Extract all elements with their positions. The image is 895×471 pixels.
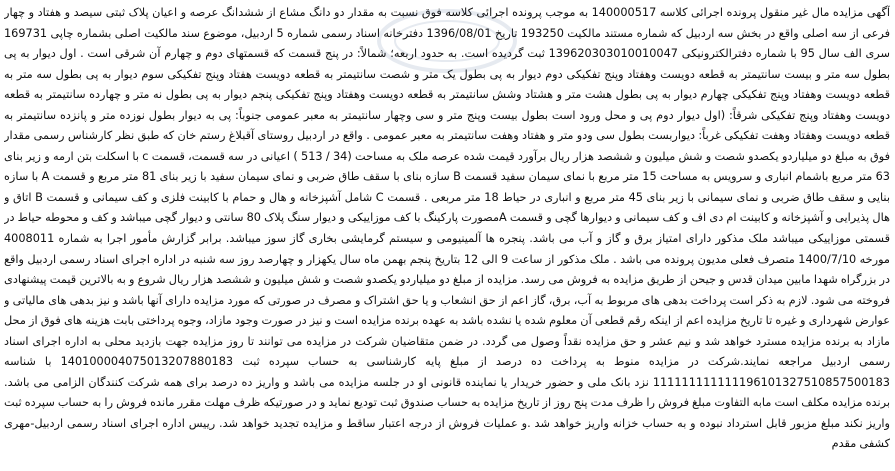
auction-notice-text: آگهی مزایده مال غیر منقول پرونده اجرائی کلاسه 140000517 به موجب پرونده اجرائی کلاسه فوق نسبت به مقدار دو دانگ مشاع از ششدانگ عرصه و اعیان پلاک ثبتی سیصد و هفتاد و چهار فرعی از سه اصلی واقع در بخش سه اردبیل که شماره مستند مالکیت 193250 تاریخ 1396/08/01 دفترخانه اسناد رسمی شماره 5 اردبیل، موضوع سند مالکیت اصلی بشماره چاپی 169731 سری الف سال 95 با شماره دفترالکترونیکی 139620303010010047 ثبت گردیده است. به حدود اربعه؛ شمالاً: در پنج قسمت که قسمتهای دوم و چهارم آن شرقی است . اول دیوار به پی بطول سه متر و بیست سانتیمتر به قطعه دویست وهفتاد وپنج تفکیکی دوم دیوار به پی بطول یک متر و شصت سانتیمتر به قطعه دویست هفتاد وپنج تفکیکی سوم دیوار به پی بطول سه متر به قطعه دویست وهفتاد وپنج تفکیکی چهارم دیوار به پی بطول هشت متر و هشتاد وشش سانتیمتر به قطعه دویست وهفتاد وپنج تفکیکی پنجم دیوار به پی بطول نه متر و چهارده سانتیمتر به قطعه دویست وهفتاد وپنج تفکیکی شرقاً: (اول دیوار دوم پی و محل ورود است بطول بیست وپنج متر و سی وچهار سانتیمتر به معبر عمومی جنوباً: پی به دیوار بطول نوزده متر و پانزده سانتیمتر به قطعه دویست وهفتاد وهفت تفکیکی غرباً: دیواربست بطول سی ودو متر و هفتاد وهفت سانتیمتر به معبر عمومی . واقع در اردبیل روستای آقبلاغ رستم خان که طبق نظر کارشناس رسمی مقدار فوق به مبلغ دو میلیاردو یکصدو شصت و شش میلیون و ششصد هزار ریال برآورد قیمت شده عرصه ملک به مساحت (34 / 513 ) اعیانی در سه قسمت، قسمت c با اسکلت بتن ارمه و زیر بنای 63 متر مربع باشمام انباری و سرویس به مساحت 15 متر مربع با نمای سیمان سفید قسمت B سازه بنای با سقف طاق ضربی و نمای سیمان سفید با زیر بنای 81 متر مربع و قسمت A با سازه بنایی و سقف طاق ضربی و نمای سیمانی با زیر بنای 45 متر مربع و انباری در حیاط 18 متر مربعی . قسمت C شامل آشپزخانه و هال و حمام با کابینت فلزی و کف سیمانی و قسمت B اتاق و هال پذیرایی و آشپزخانه و کابینت ام دی اف و کف سیمانی و دیوارها گچی و قسمت Aمصورت پارکینگ با کف موزاییکی و دیوار سنگ پلاک 80 سانتی و دیوار گچی میباشد و کف و محوطه حیاط در قسمتی موزاییکی میباشد ملک مذکور دارای امتیاز برق و گاز و آب می باشد. پنجره ها آلمینیومی و سیستم گرمایشی بخاری گاز سوز میباشد. برابر گزارش مأمور اجرا به شماره 4008011 مورخه 1400/7/10 متصرف فعلی مدیون پرونده می باشد . ملک مذکور از ساعت 9 الی 12 بتاریخ پنجم بهمن ماه سال یکهزار و چهارصد روز سه شنبه در اداره اجرای اسناد رسمی اردبیل واقع در بزرگراه شهدا مابین میدان قدس و جیحن از طریق مزایده به فروش می رسد. مزایده از مبلغ دو میلیاردو یکصدو شصت و شش میلیون و ششصد هزار ریال شروع و به بالاترین قیمت پیشنهادی فروخته می شود. لازم به ذکر است پرداخت بدهی های مربوط به آب، برق، گاز اعم از حق انشعاب و یا حق اشتراک و مصرف در صورتی که مورد مزایده دارای آنها باشد و نیز بدهی های مالیاتی و عوارض شهرداری و غیره تا تاریخ مزایده اعم از اینکه رقم قطعی آن معلوم شده یا نشده باشد به عهده برنده مزایده است و نیز در صورت وجود مازاد، وجوه پرداختی بابت هزینه های فوق از محل مازاد به برنده مزایده مسترد خواهد شد و نیم عشر و حق مزایده نقداً وصول می گردد. در ضمن متقاضیان شرکت در مزایده می توانند تا روز مزایده جهت بازدید محلی به اداره اجرای اسناد رسمی اردبیل مراجعه نمایند.شرکت در مزایده منوط به پرداخت ده درصد از مبلغ پایه کارشناسی به حساب سپرده ثبت 140100004075013207880183 با شناسه 111111111111196101327510857500183 نزد بانک ملی و حضور خریدار یا نماینده قانونی او در جلسه مزایده می باشد و واریز ده درصد برای همه شرکت کنندگان الزامی می باشد. برنده مزایده مکلف است مابه التفاوت مبلغ فروش را ظرف مدت پنج روز از تاریخ مزایده به حساب صندوق ثبت تودیع نماید و در صورتیکه ظرف مهلت مقرر مانده فروش را به حساب سپرده ثبت واریز نکند مبلغ مزبور قابل استرداد نبوده و به حساب خزانه واریز خواهد شد .و عملیات فروش از درجه اعتبار ساقط و مزایده تجدید خواهد شد. رییس اداره اجرای اسناد رسمی اردبیل-مهری کشفی مقدم (4, 6, 890, 451)
